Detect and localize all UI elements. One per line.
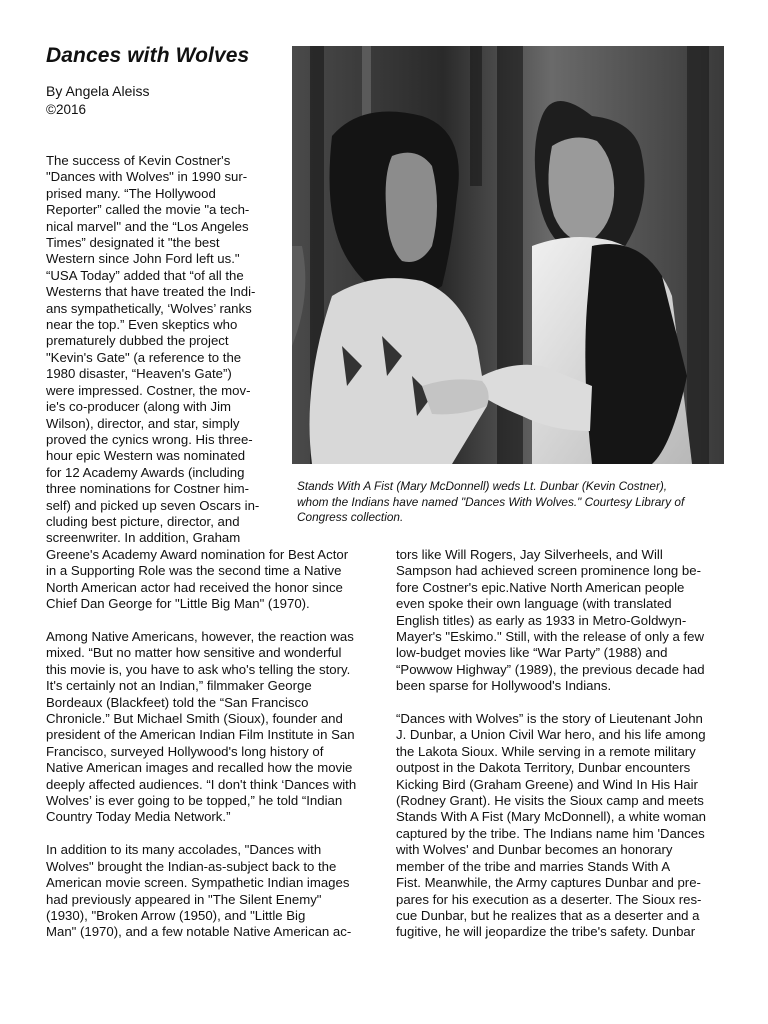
text-line: “Powwow Highway” (1989), the previous decade had bbox=[396, 661, 705, 677]
text-line: Wolves" brought the Indian-as-subject back to the bbox=[46, 858, 337, 874]
text-line: Westerns that have treated the Indi- bbox=[46, 284, 256, 300]
paragraph-gap bbox=[46, 826, 376, 842]
text-line: even spoke their own language (with translated bbox=[396, 596, 672, 612]
right-column bbox=[396, 547, 726, 941]
copyright: ©2016 bbox=[46, 102, 86, 117]
text-line: Wolves’ is ever going to be topped,” he told “Indian bbox=[46, 793, 343, 809]
text-line: Wilson), director, and star, simply bbox=[46, 415, 240, 431]
text-line: North American actor had received the honor since bbox=[46, 579, 343, 595]
paragraph-gap bbox=[46, 613, 376, 629]
text-line: proved the cynics wrong. His three- bbox=[46, 431, 253, 447]
wedding-photo bbox=[292, 46, 724, 464]
text-line: J. Dunbar, a Union Civil War hero, and his life among bbox=[396, 727, 706, 743]
paragraph bbox=[396, 711, 726, 941]
text-line: this movie is, you have to ask who's telling the story. bbox=[46, 661, 351, 677]
text-line: nical marvel" and the “Los Angeles bbox=[46, 218, 249, 234]
text-line: deeply affected audiences. “I don't think ‘Dances with bbox=[46, 776, 357, 792]
text-line: (1930), "Broken Arrow (1950), and "Little Big bbox=[46, 907, 306, 923]
text-line: Man" (1970), and a few notable Native American ac- bbox=[46, 924, 352, 940]
paragraph bbox=[396, 547, 726, 695]
text-line: Francisco, surveyed Hollywood's long history of bbox=[46, 743, 324, 759]
text-line: The success of Kevin Costner's bbox=[46, 153, 231, 168]
text-line: Times” designated it "the best bbox=[46, 235, 220, 251]
text-line: Kicking Bird (Graham Greene) and Wind In His Hair bbox=[396, 776, 698, 792]
text-line: had previously appeared in "The Silent Enemy" bbox=[46, 891, 322, 907]
text-line: tors like Will Rogers, Jay Silverheels, and Will bbox=[396, 547, 663, 562]
text-line: Stands With A Fist (Mary McDonnell) weds Lt. Dunbar (Kevin Costner), bbox=[297, 479, 668, 493]
text-line: prised many. “The Hollywood bbox=[46, 185, 216, 201]
paragraph bbox=[46, 842, 376, 940]
text-line: English titles) as early as 1933 in Metro-Goldwyn- bbox=[396, 612, 687, 628]
text-line: pares for his execution as a deserter. The Sioux res- bbox=[396, 891, 702, 907]
text-line: ans sympathetically, ‘Wolves’ ranks bbox=[46, 300, 252, 316]
left-column bbox=[46, 547, 376, 941]
text-line: ie's co-producer (along with Jim bbox=[46, 399, 232, 415]
paragraph-gap bbox=[396, 695, 726, 711]
text-line: Chief Dan George for "Little Big Man" (1970). bbox=[46, 596, 310, 612]
text-line: president of the American Indian Film Institute in San bbox=[46, 727, 355, 743]
photo-caption bbox=[297, 479, 722, 526]
text-line: Among Native Americans, however, the reaction was bbox=[46, 629, 354, 645]
text-line: captured by the tribe. The Indians name him 'Dances bbox=[396, 825, 705, 841]
text-line: prematurely dubbed the project bbox=[46, 333, 229, 349]
text-line: fugitive, he will jeopardize the tribe's safety. Dunbar bbox=[396, 924, 696, 940]
text-line: Stands With A Fist (Mary McDonnell), a white woman bbox=[396, 809, 707, 825]
text-line: hour epic Western was nominated bbox=[46, 448, 246, 464]
text-line: Greene's Academy Award nomination for Best Actor bbox=[46, 547, 349, 562]
text-line: 1980 disaster, “Heaven's Gate”) bbox=[46, 366, 232, 382]
text-line: In addition to its many accolades, "Dances with bbox=[46, 842, 322, 858]
text-line: screenwriter. In addition, Graham bbox=[46, 530, 241, 546]
text-line: were impressed. Costner, the mov- bbox=[46, 382, 251, 398]
text-line: with Wolves' and Dunbar becomes an honorary bbox=[396, 842, 673, 858]
paragraph bbox=[46, 547, 376, 613]
text-line: Native American images and recalled how the movie bbox=[46, 760, 353, 776]
text-line: Congress collection. bbox=[297, 510, 404, 525]
text-line: mixed. “But no matter how sensitive and wonderful bbox=[46, 645, 342, 661]
text-line: Reporter” called the movie "a tech- bbox=[46, 202, 250, 218]
text-line: cue Dunbar, but he realizes that as a deserter and a bbox=[396, 907, 700, 923]
text-line: cluding best picture, director, and bbox=[46, 513, 240, 529]
text-line: “Dances with Wolves” is the story of Lieutenant John bbox=[396, 711, 703, 727]
text-line: self) and picked up seven Oscars in- bbox=[46, 497, 260, 513]
text-line: Chronicle.” But Michael Smith (Sioux), founder and bbox=[46, 711, 343, 727]
intro-paragraph bbox=[46, 153, 278, 547]
text-line: (Rodney Grant). He visits the Sioux camp and meets bbox=[396, 793, 704, 809]
text-line: Western since John Ford left us." bbox=[46, 251, 240, 267]
text-line: Country Today Media Network.” bbox=[46, 809, 231, 825]
text-line: "Dances with Wolves" in 1990 sur- bbox=[46, 169, 248, 185]
text-line: member of the tribe and marries Stands With A bbox=[396, 858, 671, 874]
text-line: "Kevin's Gate" (a reference to the bbox=[46, 349, 242, 365]
text-line: three nominations for Costner him- bbox=[46, 481, 250, 497]
text-line: Mayer's "Eskimo." Still, with the release of only a few bbox=[396, 629, 704, 645]
article-title: Dances with Wolves bbox=[46, 44, 250, 67]
text-line: been sparse for Hollywood's Indians. bbox=[396, 678, 612, 694]
text-line: “USA Today” added that “of all the bbox=[46, 267, 244, 283]
text-line: low-budget movies like “War Party” (1988) and bbox=[396, 645, 668, 661]
text-line: in a Supporting Role was the second time a Native bbox=[46, 563, 342, 579]
text-line: near the top.” Even skeptics who bbox=[46, 317, 238, 333]
text-line: the Lakota Sioux. While serving in a remote military bbox=[396, 743, 696, 759]
text-line: Bordeaux (Blackfeet) told the “San Francisco bbox=[46, 694, 309, 710]
text-line: fore Costner's epic.Native North American people bbox=[396, 579, 685, 595]
text-line: outpost in the Dakota Territory, Dunbar encounters bbox=[396, 760, 691, 776]
text-line: Sampson had achieved screen prominence long be- bbox=[396, 563, 701, 579]
text-line: It's certainly not an Indian,” filmmaker George bbox=[46, 678, 312, 694]
text-line: for 12 Academy Awards (including bbox=[46, 464, 245, 480]
text-line: American movie screen. Sympathetic Indian images bbox=[46, 875, 350, 891]
text-line: whom the Indians have named "Dances With Wolves." Courtesy Library of bbox=[297, 494, 685, 509]
byline: By Angela Aleiss bbox=[46, 83, 150, 99]
paragraph bbox=[46, 629, 376, 826]
text-line: Fist. Meanwhile, the Army captures Dunbar and pre- bbox=[396, 875, 701, 891]
